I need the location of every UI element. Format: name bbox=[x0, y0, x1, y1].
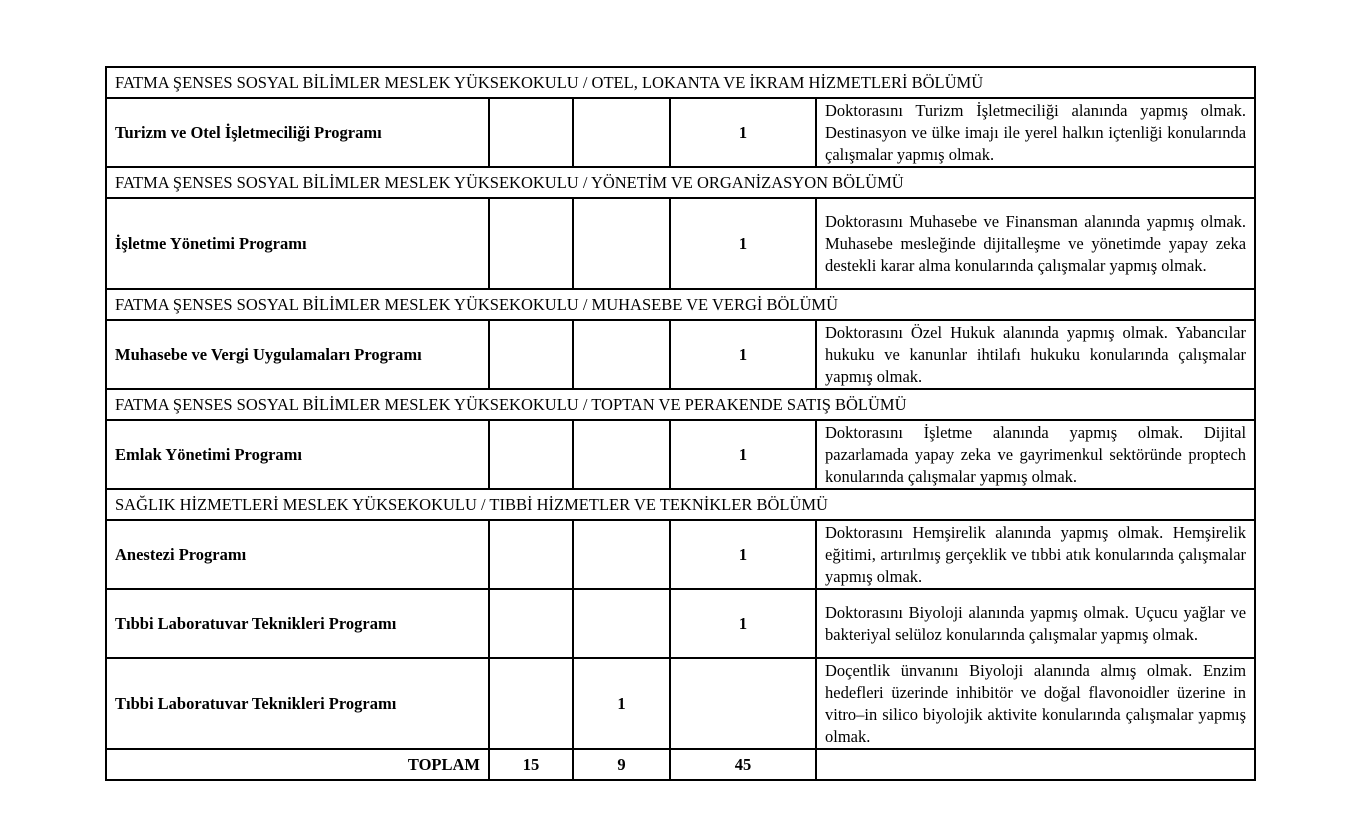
program-name: Tıbbi Laboratuvar Teknikleri Programı bbox=[106, 589, 489, 658]
section-header-row bbox=[106, 489, 1255, 520]
program-name: Tıbbi Laboratuvar Teknikleri Programı bbox=[106, 658, 489, 749]
count-cell-3: 1 bbox=[670, 98, 816, 167]
program-name: Muhasebe ve Vergi Uygulamaları Programı bbox=[106, 320, 489, 389]
program-name: Emlak Yönetimi Programı bbox=[106, 420, 489, 489]
count-cell-2 bbox=[573, 198, 670, 289]
requirement-description: Doktorasını Özel Hukuk alanında yapmış olmak. Yabancılar hukuku ve kanunlar ihtilafı hukuku konularında çalışmalar yapmış olmak. bbox=[816, 320, 1255, 389]
total-row bbox=[106, 749, 1255, 780]
requirement-description: Doktorasını Muhasebe ve Finansman alanında yapmış olmak. Muhasebe mesleğinde dijitalleşme ve yönetimde yapay zeka destekli karar alma konularında çalışmalar yapmış olmak. bbox=[816, 198, 1255, 289]
section-header-row bbox=[106, 67, 1255, 98]
requirement-description: Doktorasını Hemşirelik alanında yapmış olmak. Hemşirelik eğitimi, artırılmış gerçeklik ve tıbbi atık konularında çalışmalar yapmış olmak. bbox=[816, 520, 1255, 589]
total-description bbox=[816, 749, 1255, 780]
count-cell-2 bbox=[573, 420, 670, 489]
table-row bbox=[106, 420, 1255, 489]
table-row bbox=[106, 658, 1255, 749]
count-cell-1 bbox=[489, 520, 573, 589]
count-cell-2 bbox=[573, 98, 670, 167]
section-header: SAĞLIK HİZMETLERİ MESLEK YÜKSEKOKULU / TIBBİ HİZMETLER VE TEKNİKLER BÖLÜMÜ bbox=[106, 489, 1255, 520]
count-cell-2: 1 bbox=[573, 658, 670, 749]
table-row bbox=[106, 589, 1255, 658]
requirement-description: Doktorasını İşletme alanında yapmış olmak. Dijital pazarlamada yapay zeka ve gayrimenkul sektöründe proptech konularında çalışmalar yapmış olmak. bbox=[816, 420, 1255, 489]
section-header-row bbox=[106, 389, 1255, 420]
program-name: Anestezi Programı bbox=[106, 520, 489, 589]
total-label: TOPLAM bbox=[106, 749, 489, 780]
count-cell-3: 1 bbox=[670, 320, 816, 389]
count-cell-1 bbox=[489, 320, 573, 389]
count-cell-1 bbox=[489, 98, 573, 167]
staff-requirements-table bbox=[105, 66, 1256, 781]
total-count-2: 9 bbox=[573, 749, 670, 780]
count-cell-3: 1 bbox=[670, 420, 816, 489]
table-row bbox=[106, 520, 1255, 589]
requirement-description: Doktorasını Biyoloji alanında yapmış olmak. Uçucu yağlar ve bakteriyal selüloz konularında çalışmalar yapmış olmak. bbox=[816, 589, 1255, 658]
total-count-3: 45 bbox=[670, 749, 816, 780]
count-cell-3: 1 bbox=[670, 520, 816, 589]
count-cell-1 bbox=[489, 420, 573, 489]
section-header: FATMA ŞENSES SOSYAL BİLİMLER MESLEK YÜKSEKOKULU / YÖNETİM VE ORGANİZASYON BÖLÜMÜ bbox=[106, 167, 1255, 198]
count-cell-3: 1 bbox=[670, 589, 816, 658]
requirement-description: Doçentlik ünvanını Biyoloji alanında almış olmak. Enzim hedefleri üzerinde inhibitör ve doğal flavonoidler üzerine in vitro–in silico biyolojik aktivite konularında çalışmalar yapmış olmak. bbox=[816, 658, 1255, 749]
table-row bbox=[106, 98, 1255, 167]
count-cell-2 bbox=[573, 589, 670, 658]
program-name: İşletme Yönetimi Programı bbox=[106, 198, 489, 289]
count-cell-2 bbox=[573, 520, 670, 589]
table-row bbox=[106, 320, 1255, 389]
count-cell-3: 1 bbox=[670, 198, 816, 289]
count-cell-1 bbox=[489, 658, 573, 749]
count-cell-1 bbox=[489, 589, 573, 658]
section-header-row bbox=[106, 167, 1255, 198]
requirement-description: Doktorasını Turizm İşletmeciliği alanında yapmış olmak. Destinasyon ve ülke imajı ile yerel halkın içtenliği konularında çalışmalar yapmış olmak. bbox=[816, 98, 1255, 167]
section-header: FATMA ŞENSES SOSYAL BİLİMLER MESLEK YÜKSEKOKULU / OTEL, LOKANTA VE İKRAM HİZMETLERİ BÖLÜMÜ bbox=[106, 67, 1255, 98]
section-header-row bbox=[106, 289, 1255, 320]
program-name: Turizm ve Otel İşletmeciliği Programı bbox=[106, 98, 489, 167]
section-header: FATMA ŞENSES SOSYAL BİLİMLER MESLEK YÜKSEKOKULU / MUHASEBE VE VERGİ BÖLÜMÜ bbox=[106, 289, 1255, 320]
total-count-1: 15 bbox=[489, 749, 573, 780]
count-cell-3 bbox=[670, 658, 816, 749]
count-cell-2 bbox=[573, 320, 670, 389]
table-row bbox=[106, 198, 1255, 289]
count-cell-1 bbox=[489, 198, 573, 289]
section-header: FATMA ŞENSES SOSYAL BİLİMLER MESLEK YÜKSEKOKULU / TOPTAN VE PERAKENDE SATIŞ BÖLÜMÜ bbox=[106, 389, 1255, 420]
